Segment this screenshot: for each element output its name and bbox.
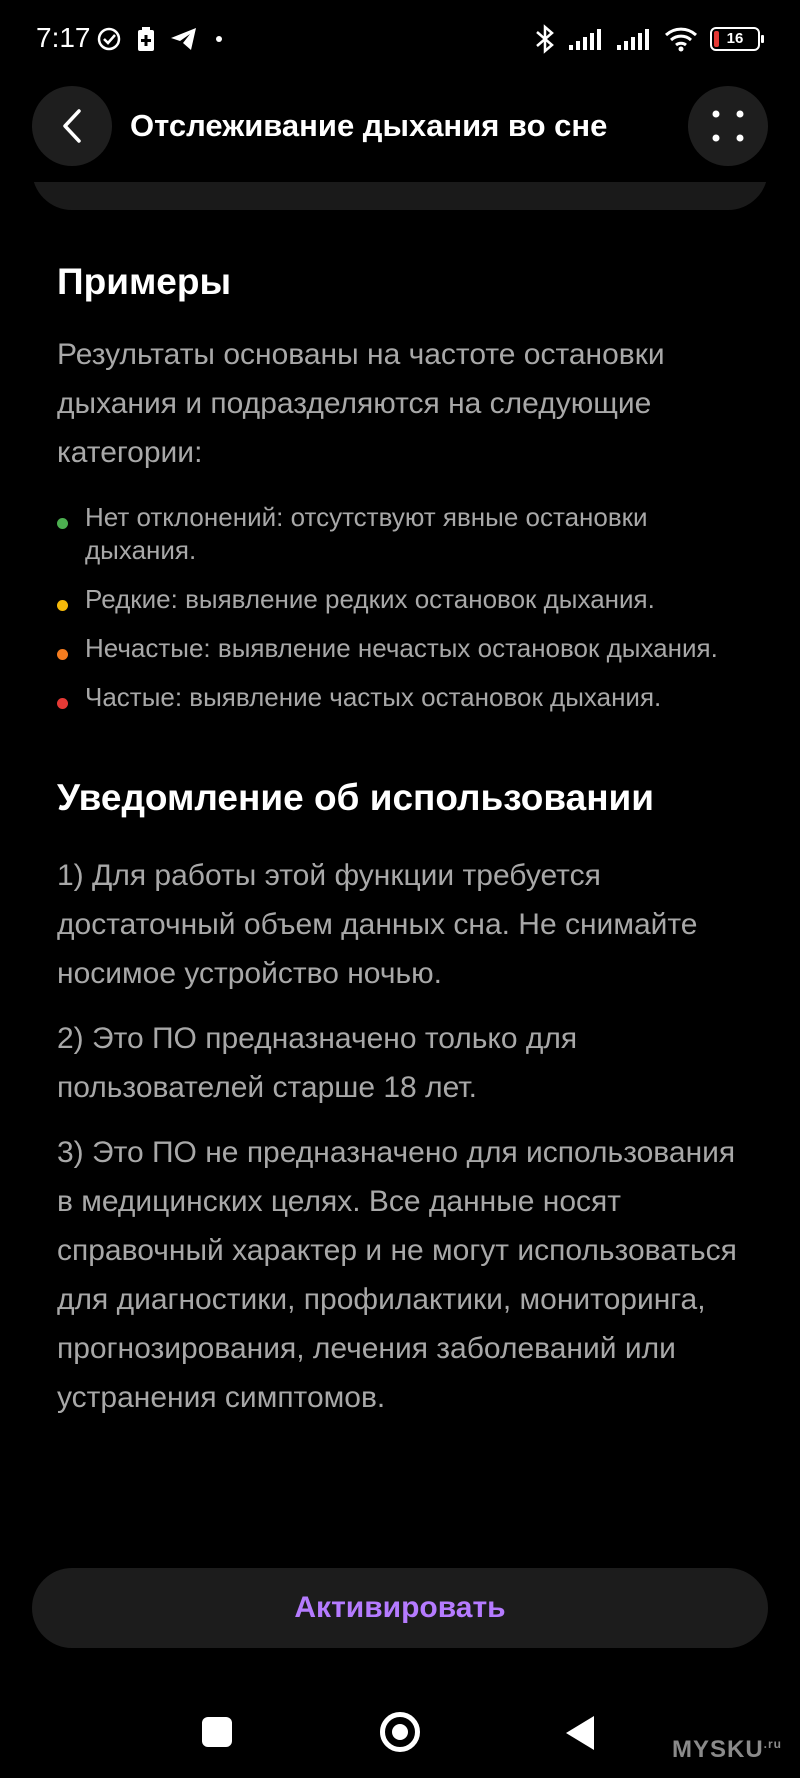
- more-button[interactable]: [688, 86, 768, 166]
- orange-dot-icon: [57, 649, 68, 660]
- usage-notice-title: Уведомление об использовании: [57, 777, 655, 819]
- examples-description: Результаты основаны на частоте остановки дыхания и подразделяются на следующие категории:: [57, 338, 665, 470]
- back-button[interactable]: [32, 86, 112, 166]
- status-time: 7:17: [36, 22, 91, 53]
- telegram-icon: [170, 27, 198, 51]
- back-triangle-icon[interactable]: [566, 1716, 594, 1750]
- usage-notice-item: 3) Это ПО не предназначено для использования в медицинских целях. Все данные носят справочный характер и не могут использоваться для диагностики, профилактики, мониторинга, прогнозирования, лечения заболеваний или устранения симптомов.: [57, 1135, 737, 1414]
- category-item-rare: [57, 583, 757, 616]
- signal-icon: [616, 27, 652, 51]
- category-item-none: [57, 501, 757, 567]
- category-label: Редкие: выявление редких остановок дыхания.: [85, 584, 655, 615]
- home-icon[interactable]: [380, 1712, 420, 1752]
- examples-title: Примеры: [57, 261, 232, 302]
- wifi-icon: [664, 26, 698, 52]
- recents-icon[interactable]: [202, 1717, 232, 1747]
- bluetooth-icon: [534, 24, 556, 54]
- back-chevron-icon: [61, 108, 83, 144]
- category-list: [57, 501, 757, 714]
- red-dot-icon: [57, 698, 68, 709]
- battery-saver-icon: [136, 26, 156, 52]
- status-bar: [0, 0, 800, 80]
- page-title: Отслеживание дыхания во сне: [130, 108, 608, 143]
- category-label: Частые: выявление частых остановок дыхания.: [85, 682, 662, 713]
- check-circle-icon: [96, 26, 122, 52]
- watermark-text: MYSKU: [671, 1736, 764, 1763]
- app-header: [0, 86, 800, 166]
- battery-icon: [710, 27, 760, 51]
- yellow-dot-icon: [57, 600, 68, 611]
- usage-notice-item: 1) Для работы этой функции требуется достаточный объем данных сна. Не снимайте носимое устройство ночью.: [57, 858, 698, 990]
- usage-notice-item: 2) Это ПО предназначено только для пользователей старше 18 лет.: [57, 1021, 578, 1104]
- dot-icon: [212, 32, 226, 46]
- green-dot-icon: [57, 518, 68, 529]
- status-right-icons: [534, 24, 760, 54]
- category-item-frequent: [57, 681, 757, 714]
- category-label: Нет отклонений: отсутствуют явные остановки дыхания.: [85, 502, 648, 566]
- watermark: [672, 1736, 782, 1764]
- content: [57, 260, 757, 1422]
- signal-icon: [568, 27, 604, 51]
- category-label: Нечастые: выявление нечастых остановок дыхания.: [85, 633, 718, 664]
- system-nav-bar: [0, 1690, 800, 1778]
- activate-button[interactable]: Активировать: [32, 1568, 768, 1648]
- category-item-infrequent: [57, 632, 757, 665]
- more-dots-icon: [710, 108, 746, 144]
- watermark-suffix: .ru: [763, 1737, 782, 1751]
- status-left-icons: [96, 26, 226, 52]
- battery-level: 16: [726, 30, 744, 47]
